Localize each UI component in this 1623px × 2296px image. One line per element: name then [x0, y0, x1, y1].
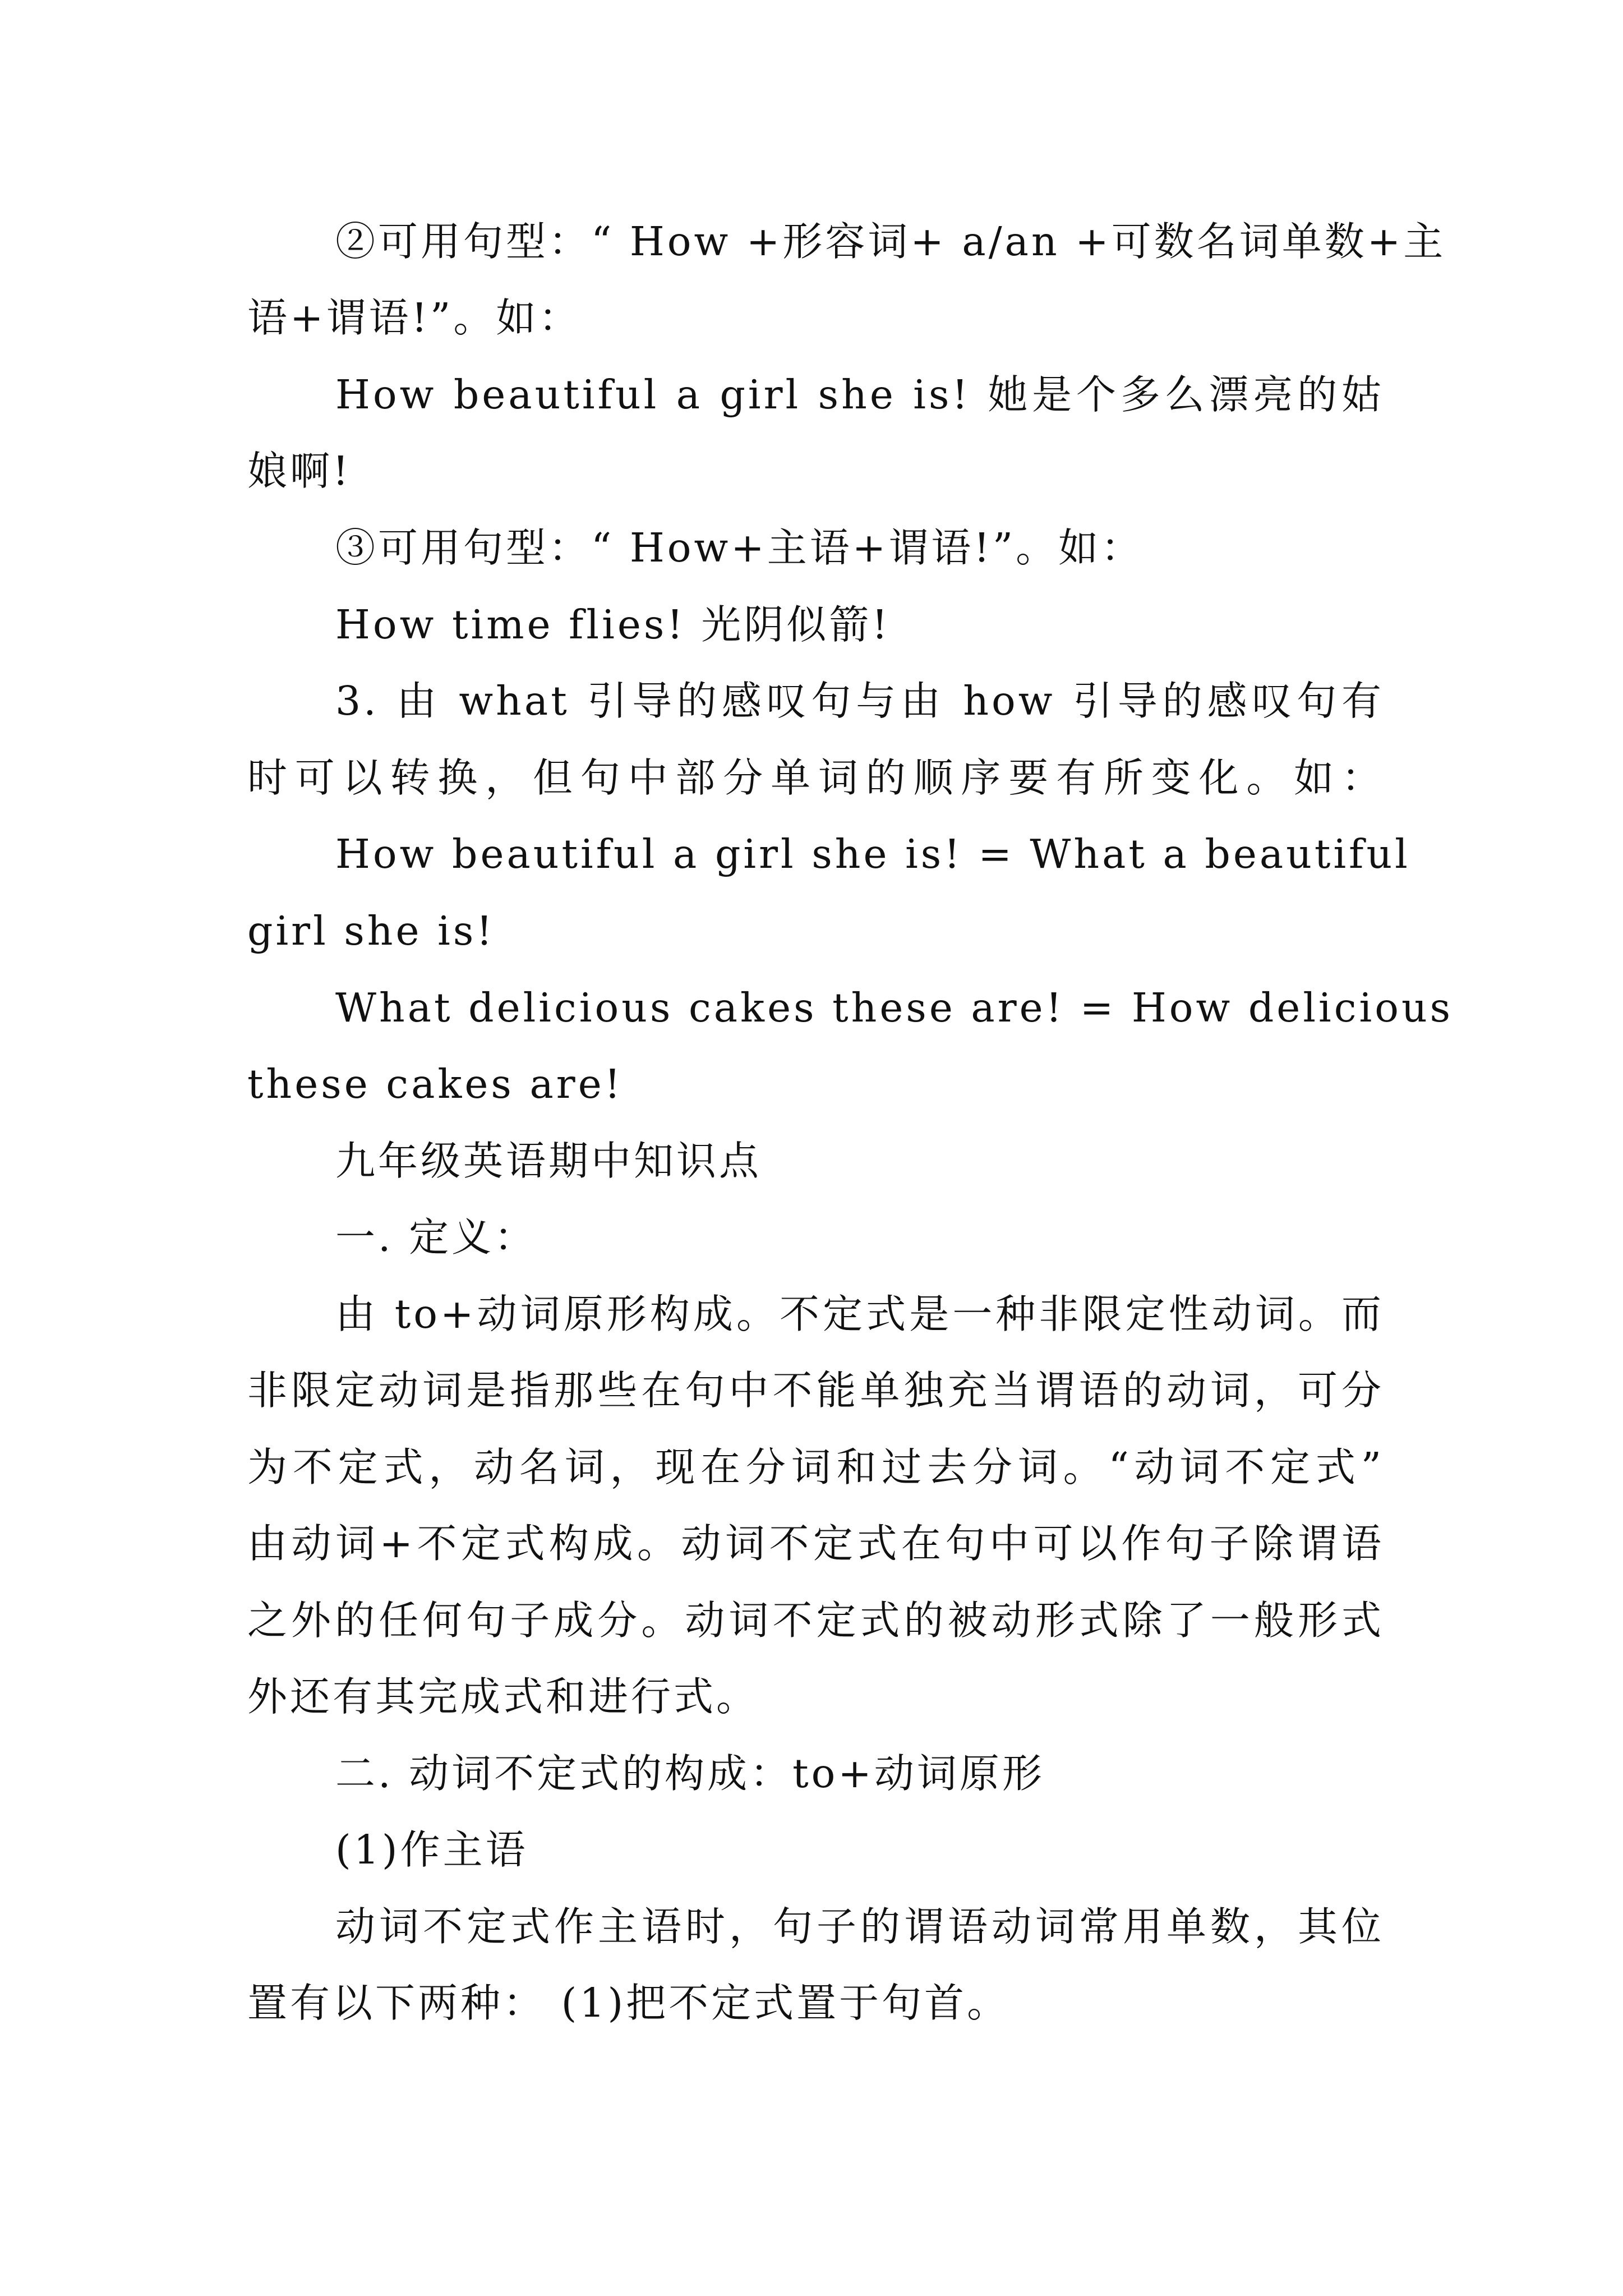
text-line: girl she is!	[247, 908, 495, 954]
text-line: these cakes are!	[247, 1061, 624, 1107]
section-heading: 九年级英语期中知识点	[335, 1138, 762, 1184]
section-heading: 二. 动词不定式的构成：to+动词原形	[335, 1750, 1045, 1797]
text-line: How time flies! 光阴似箭!	[335, 601, 891, 648]
text-line: 3. 由 what 引导的感叹句与由 how 引导的感叹句有	[335, 678, 1384, 724]
text-line: 娘啊!	[247, 448, 352, 494]
text-line: How beautiful a girl she is! = What a beautiful	[335, 831, 1410, 877]
text-line: 时可以转换，但句中部分单词的顺序要有所变化。如：	[247, 754, 1384, 801]
subsection-heading: (1)作主语	[335, 1826, 528, 1873]
text-line: 置有以下两种： (1)把不定式置于句首。	[247, 1980, 1010, 2026]
text-line: 为不定式，动名词，现在分词和过去分词。“动词不定式”	[247, 1444, 1384, 1490]
text-line: ②可用句型：“ How +形容词+ a/an +可数名词单数+主	[335, 218, 1446, 265]
text-line: ③可用句型：“ How+主语+谓语!”。如：	[335, 524, 1144, 571]
text-line: How beautiful a girl she is! 她是个多么漂亮的姑	[335, 371, 1384, 418]
text-line: 由 to+动词原形构成。不定式是一种非限定性动词。而	[335, 1291, 1384, 1337]
text-line: 动词不定式作主语时，句子的谓语动词常用单数，其位	[335, 1903, 1384, 1950]
text-line: What delicious cakes these are! = How delicious	[335, 984, 1454, 1031]
text-line: 非限定动词是指那些在句中不能单独充当谓语的动词，可分	[247, 1367, 1384, 1414]
text-line: 语+谓语!”。如：	[247, 295, 582, 341]
text-line: 外还有其完成式和进行式。	[247, 1673, 759, 1720]
section-heading: 一. 定义：	[335, 1214, 537, 1260]
text-line: 之外的任何句子成分。动词不定式的被动形式除了一般形式	[247, 1597, 1384, 1644]
text-line: 由动词+不定式构成。动词不定式在句中可以作句子除谓语	[247, 1520, 1384, 1567]
